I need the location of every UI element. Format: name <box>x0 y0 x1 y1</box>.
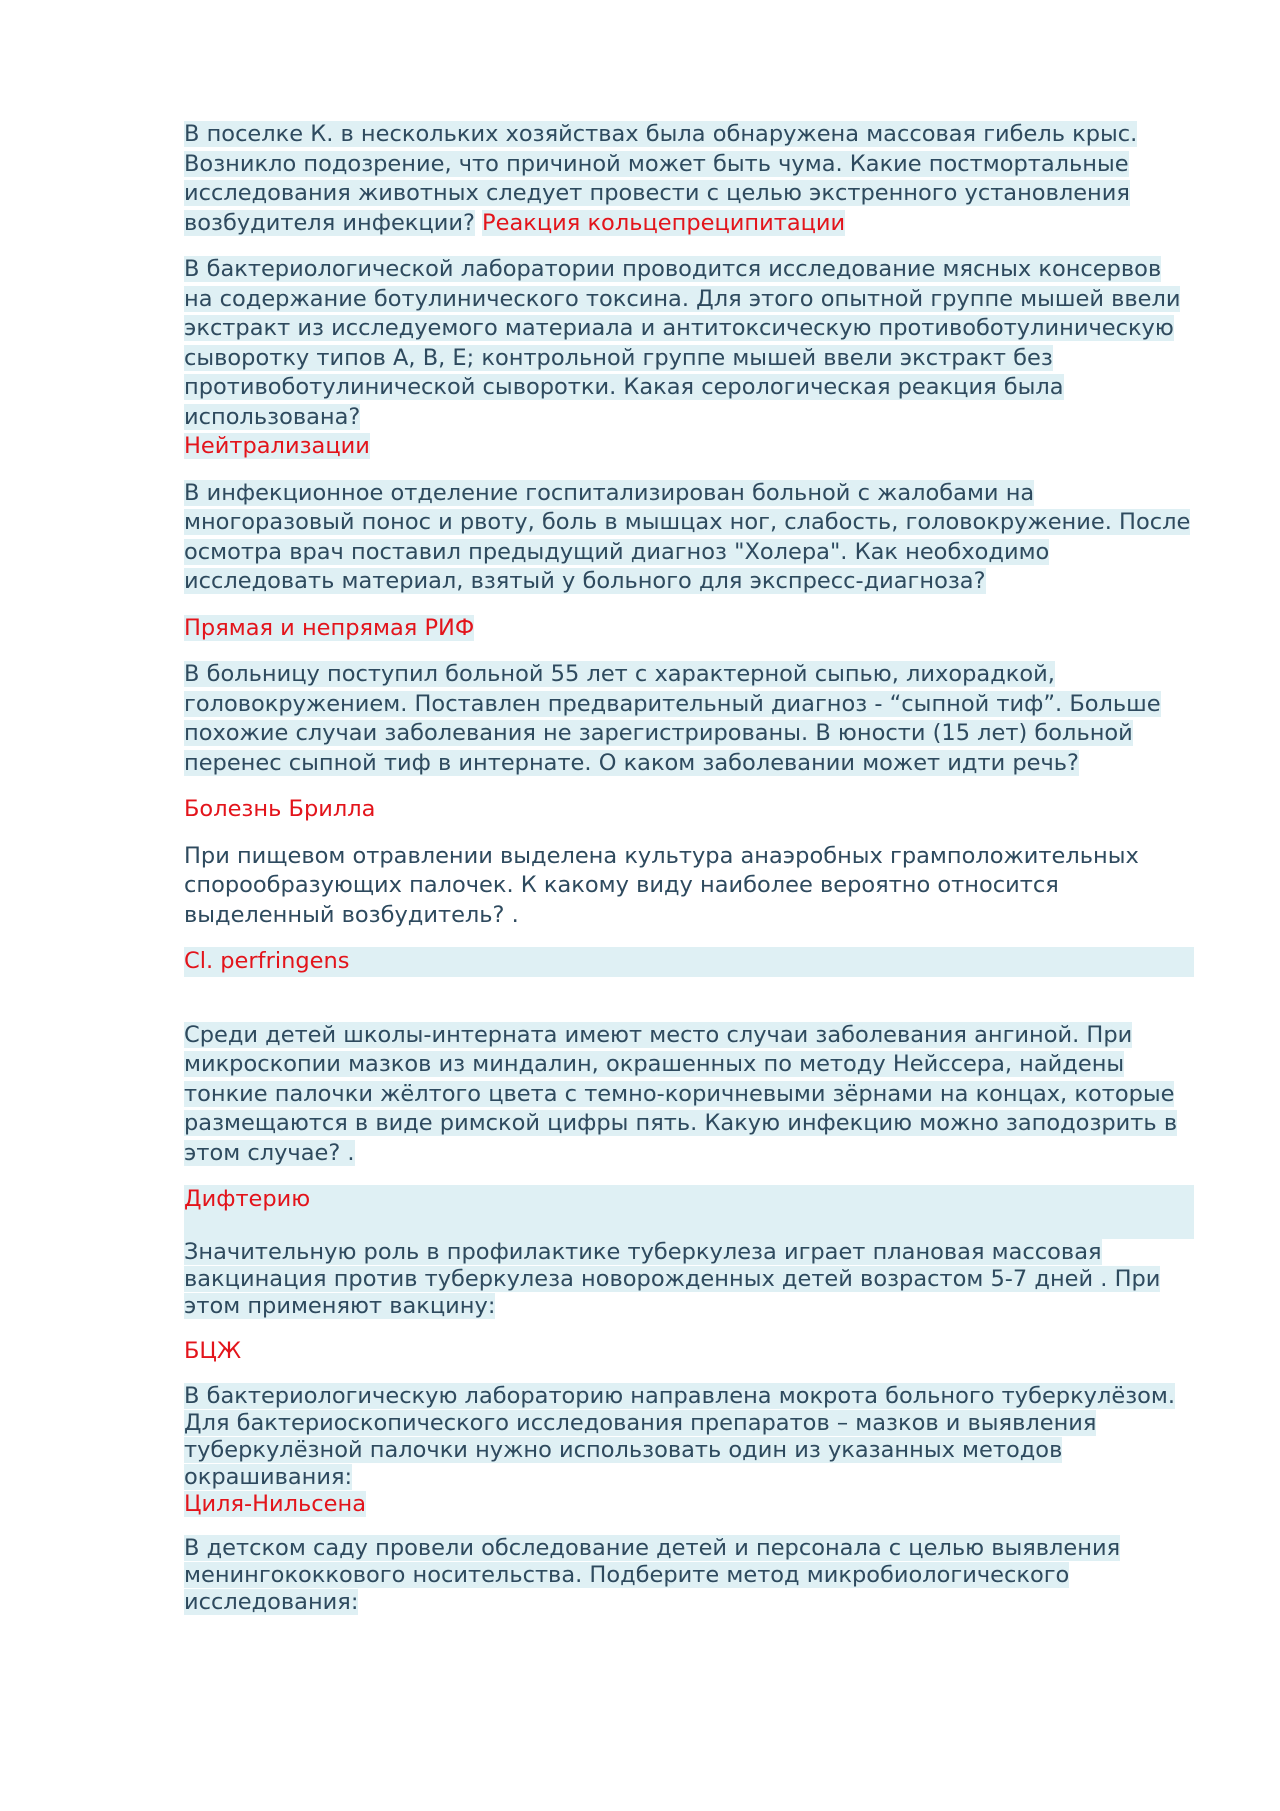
question-text: В инфекционное отделение госпитализирован больной с жалобами на многоразовый понос и рвоту, боль в мышцах ног, слабость, головокружение. После осмотра врач поставил предыдущий диагноз "Холера". Как необходимо исследовать материал, взятый у больного для экспресс-диагноза? <box>184 479 1191 594</box>
answer-text: Болезнь Брилла <box>184 796 376 822</box>
question-block <box>184 660 1194 778</box>
question-block <box>184 479 1194 597</box>
question-block <box>184 1383 1194 1518</box>
answer-block <box>184 795 1194 825</box>
question-text: Значительную роль в профилактике туберкулеза играет плановая массовая вакцинация против туберкулеза новорожденных детей возрастом 5-7 дней . При этом применяют вакцину: <box>184 1238 1161 1319</box>
question-text: В бактериологическую лабораторию направлена мокрота больного туберкулёзом. Для бактериоскопического исследования препаратов – мазков и выявления туберкулёзной палочки нужно использовать один из указанных методов окрашивания: <box>184 1383 1176 1490</box>
question-block <box>184 1021 1194 1169</box>
question-text: В поселке К. в нескольких хозяйствах была обнаружена массовая гибель крыс. Возникло подозрение, что причиной может быть чума. Какие постмортальные исследования животных следует провести с целью экстренного установления возбудителя инфекции? <box>184 121 1138 236</box>
question-text: В бактериологической лаборатории проводится исследование мясных консервов на содержание ботулинического токсина. Для этого опытной группе мышей ввели экстракт из исследуемого материала и антитоксическую противоботулиническую сыворотку типов А, В, Е; контрольной группе мышей ввели экстракт без противоботулинической сыворотки. Какая серологическая реакция была использована? <box>184 256 1181 430</box>
answer-block <box>184 614 1194 644</box>
answer-text: Реакция кольцепреципитации <box>482 209 846 236</box>
question-block <box>184 1535 1194 1616</box>
answer-block <box>184 1185 1194 1239</box>
question-text: При пищевом отравлении выделена культура анаэробных грамположительных спорообразующих палочек. К какому виду наиболее вероятно относится выделенный возбудитель? . <box>184 842 1139 928</box>
answer-text: Дифтерию <box>184 1185 1194 1239</box>
answer-text: Циля-Нильсена <box>184 1491 367 1517</box>
question-text: Среди детей школы-интерната имеют место случаи заболевания ангиной. При микроскопии мазков из миндалин, окрашенных по методу Нейссера, найдены тонкие палочки жёлтого цвета с темно-коричневыми зёрнами на концах, которые размещаются в виде римской цифры пять. Какую инфекцию можно заподозрить в этом случае? . <box>184 1021 1178 1166</box>
answer-text: БЦЖ <box>184 1337 242 1364</box>
question-block <box>184 842 1194 931</box>
document-page <box>184 120 1194 1633</box>
answer-text: Cl. perfringens <box>184 947 1194 977</box>
question-text: В больницу поступил больной 55 лет с характерной сыпью, лихорадкой, головокружением. Поставлен предварительный диагноз - “сыпной тиф”. Больше похожие случаи заболевания не зарегистрированы. В юности (15 лет) больной перенес сыпной тиф в интернате. О каком заболевании может идти речь? <box>184 661 1161 776</box>
question-block <box>184 120 1194 238</box>
question-text: В детском саду провели обследование детей и персонала с целью выявления менингококкового носительства. Подберите метод микробиологического исследования: <box>184 1535 1121 1615</box>
question-block <box>184 1239 1194 1320</box>
answer-text: Прямая и непрямая РИФ <box>184 614 475 641</box>
answer-block <box>184 1337 1194 1367</box>
answer-block <box>184 947 1194 977</box>
question-block <box>184 255 1194 462</box>
answer-text: Нейтрализации <box>184 433 370 459</box>
